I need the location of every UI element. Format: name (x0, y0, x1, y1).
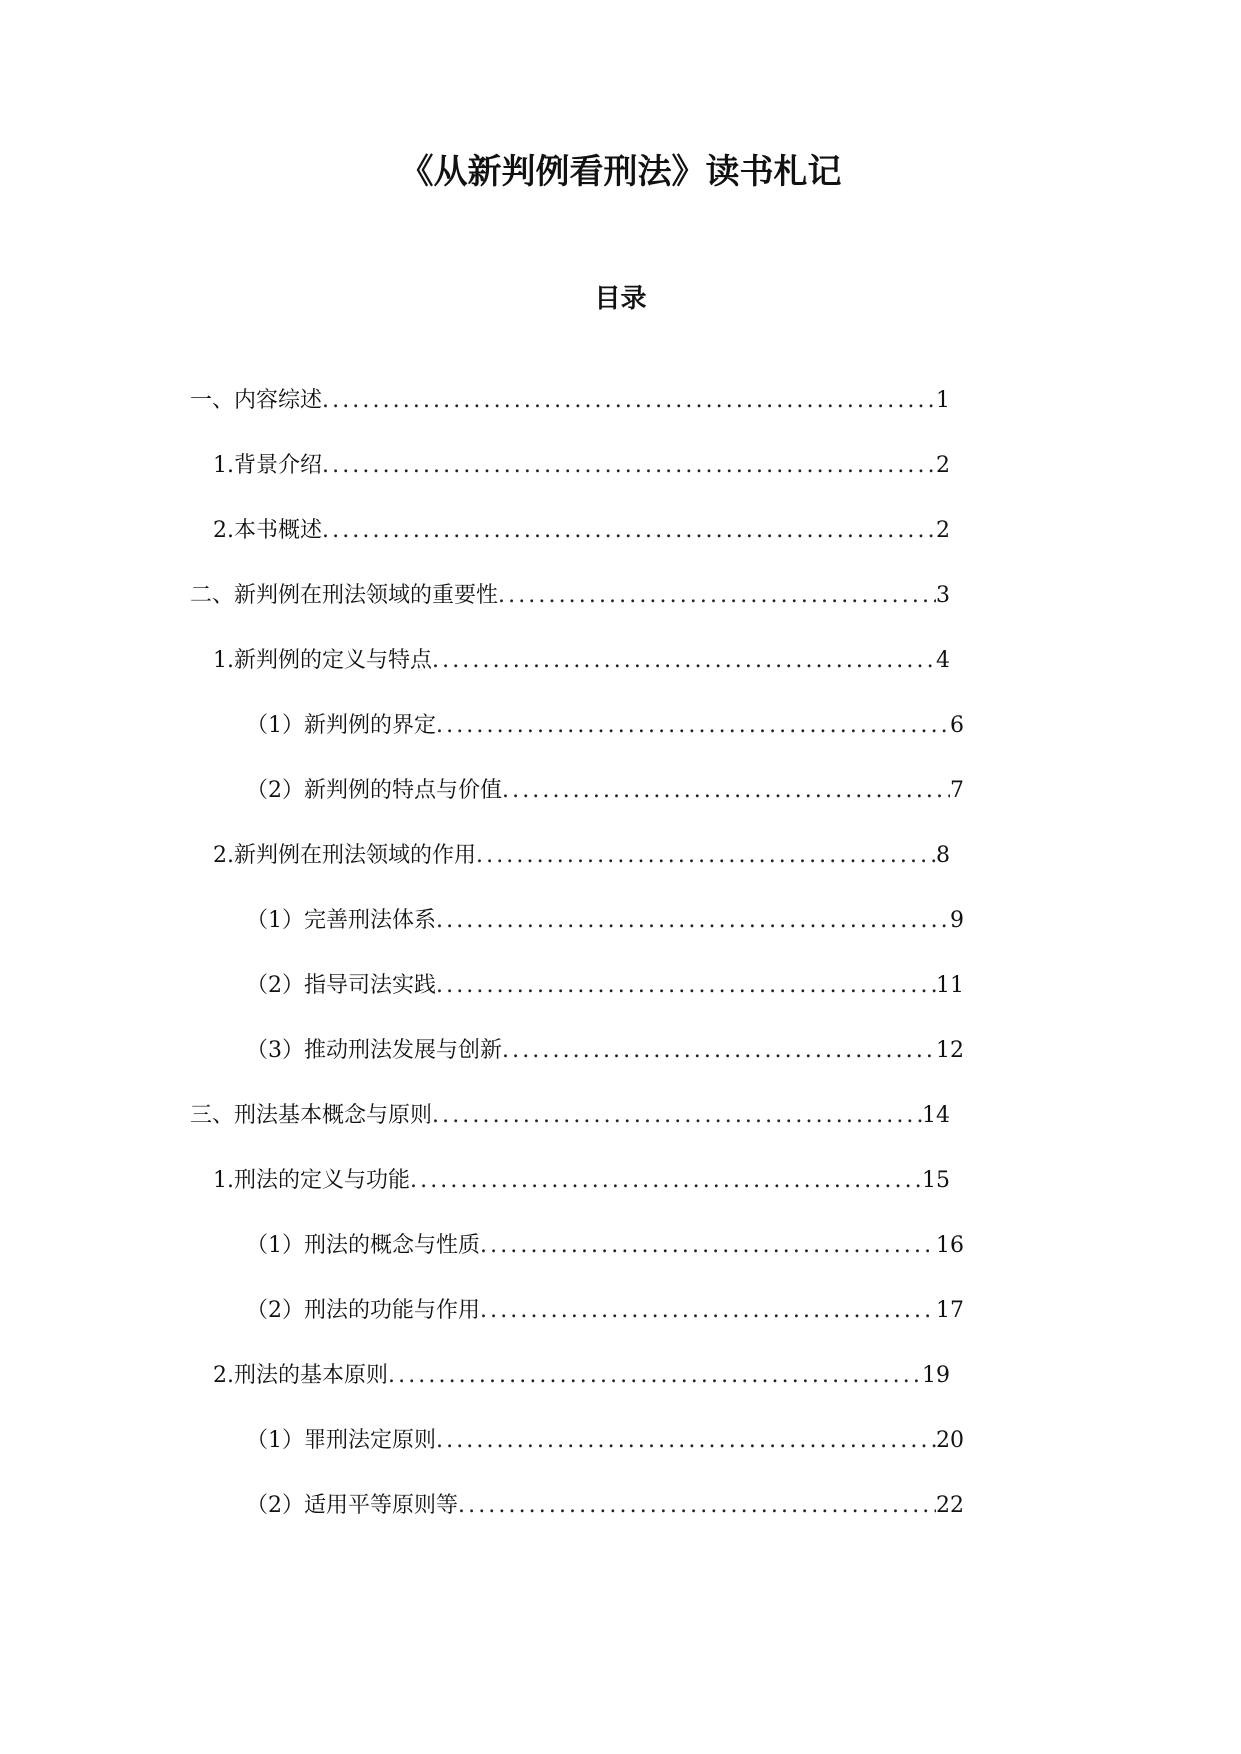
toc-dot-leader (436, 710, 950, 742)
toc-dot-leader (322, 450, 936, 482)
toc-entry-subsection-3-2-1[interactable] (246, 1425, 964, 1490)
toc-dot-leader (432, 645, 936, 677)
toc-entry-label: 新判例在刑法领域的重要性 (234, 583, 499, 608)
toc-entry-label: 适用平等原则等 (304, 1493, 459, 1518)
toc-dot-leader (476, 840, 936, 872)
toc-entry-page: 4 (936, 648, 950, 673)
toc-entry-page: 1 (936, 388, 950, 413)
toc-entry-chapter-3[interactable] (190, 1100, 950, 1165)
toc-entry-section-1-1[interactable] (213, 450, 950, 515)
toc-entry-page: 8 (936, 843, 950, 868)
toc-entry-number: 二、 (190, 583, 235, 608)
toc-entry-number: （2） (246, 973, 304, 998)
toc-entry-chapter-2[interactable] (190, 580, 950, 645)
toc-dot-leader (436, 905, 950, 937)
toc-entry-number: 2. (213, 1363, 234, 1388)
document-title: 《从新判例看刑法》读书札记 (399, 152, 842, 192)
toc-entry-label: 新判例在刑法领域的作用 (234, 843, 477, 868)
toc-entry-page: 11 (936, 973, 964, 998)
toc-entry-label: 新判例的界定 (304, 713, 437, 738)
toc-entry-number: （1） (246, 908, 304, 933)
toc-entry-label: 刑法的功能与作用 (304, 1298, 481, 1323)
toc-dot-leader (436, 970, 936, 1002)
toc-entry-page: 19 (922, 1363, 950, 1388)
toc-entry-page: 14 (922, 1103, 950, 1128)
toc-entry-section-3-2[interactable] (213, 1360, 950, 1425)
toc-entry-label: 刑法的定义与功能 (234, 1168, 411, 1193)
toc-dot-leader (410, 1165, 922, 1197)
toc-entry-label: 刑法的基本原则 (234, 1363, 389, 1388)
toc-dot-leader (388, 1360, 922, 1392)
toc-entry-label: 完善刑法体系 (304, 908, 437, 933)
toc-entry-number: 1. (213, 453, 234, 478)
toc-entry-label: 推动刑法发展与创新 (304, 1038, 503, 1063)
toc-entry-section-1-2[interactable] (213, 515, 950, 580)
toc-entry-page: 16 (936, 1233, 964, 1258)
toc-entry-section-3-1[interactable] (213, 1165, 950, 1230)
toc-entry-label: 刑法基本概念与原则 (234, 1103, 433, 1128)
toc-entry-number: （1） (246, 1428, 304, 1453)
toc-entry-page: 17 (936, 1298, 964, 1323)
toc-entry-label: 本书概述 (234, 518, 323, 543)
toc-entry-label: 罪刑法定原则 (304, 1428, 437, 1453)
toc-entry-page: 12 (936, 1038, 964, 1063)
toc-entry-number: 2. (213, 843, 234, 868)
table-of-contents (0, 385, 1241, 1555)
toc-heading: 目录 (594, 284, 647, 314)
toc-entry-number: 2. (213, 518, 234, 543)
toc-entry-subsection-3-1-2[interactable] (246, 1295, 964, 1360)
toc-dot-leader (480, 1295, 936, 1327)
toc-dot-leader (502, 775, 950, 807)
toc-entry-page: 20 (936, 1428, 964, 1453)
toc-entry-subsection-2-2-3[interactable] (246, 1035, 964, 1100)
toc-entry-subsection-3-1-1[interactable] (246, 1230, 964, 1295)
toc-entry-subsection-2-2-1[interactable] (246, 905, 964, 970)
toc-entry-page: 3 (936, 583, 950, 608)
toc-entry-page: 2 (936, 518, 950, 543)
toc-dot-leader (480, 1230, 936, 1262)
toc-entry-page: 7 (950, 778, 964, 803)
toc-entry-page: 6 (950, 713, 964, 738)
toc-entry-number: （2） (246, 1298, 304, 1323)
toc-entry-label: 刑法的概念与性质 (304, 1233, 481, 1258)
toc-entry-label: 新判例的特点与价值 (304, 778, 503, 803)
toc-entry-number: 1. (213, 1168, 234, 1193)
toc-entry-chapter-1[interactable] (190, 385, 950, 450)
toc-entry-number: 三、 (190, 1103, 235, 1128)
toc-entry-number: 一、 (190, 388, 235, 413)
toc-entry-label: 指导司法实践 (304, 973, 437, 998)
toc-dot-leader (322, 385, 936, 417)
toc-dot-leader (502, 1035, 936, 1067)
toc-entry-page: 2 (936, 453, 950, 478)
toc-entry-number: （3） (246, 1038, 304, 1063)
toc-entry-page: 9 (950, 908, 964, 933)
toc-entry-label: 背景介绍 (234, 453, 323, 478)
toc-entry-number: （1） (246, 713, 304, 738)
toc-entry-section-2-1[interactable] (213, 645, 950, 710)
toc-dot-leader (498, 580, 936, 612)
toc-entry-page: 22 (936, 1493, 964, 1518)
toc-dot-leader (322, 515, 936, 547)
toc-entry-subsection-2-1-2[interactable] (246, 775, 964, 840)
toc-entry-section-2-2[interactable] (213, 840, 950, 905)
toc-entry-number: 1. (213, 648, 234, 673)
toc-dot-leader (458, 1490, 936, 1522)
toc-entry-number: （1） (246, 1233, 304, 1258)
toc-entry-subsection-2-2-2[interactable] (246, 970, 964, 1035)
toc-dot-leader (436, 1425, 936, 1457)
toc-entry-number: （2） (246, 778, 304, 803)
toc-entry-number: （2） (246, 1493, 304, 1518)
toc-entry-page: 15 (922, 1168, 950, 1193)
toc-entry-subsection-2-1-1[interactable] (246, 710, 964, 775)
toc-entry-label: 新判例的定义与特点 (234, 648, 433, 673)
toc-entry-subsection-3-2-2[interactable] (246, 1490, 964, 1555)
toc-entry-label: 内容综述 (234, 388, 323, 413)
toc-dot-leader (432, 1100, 922, 1132)
